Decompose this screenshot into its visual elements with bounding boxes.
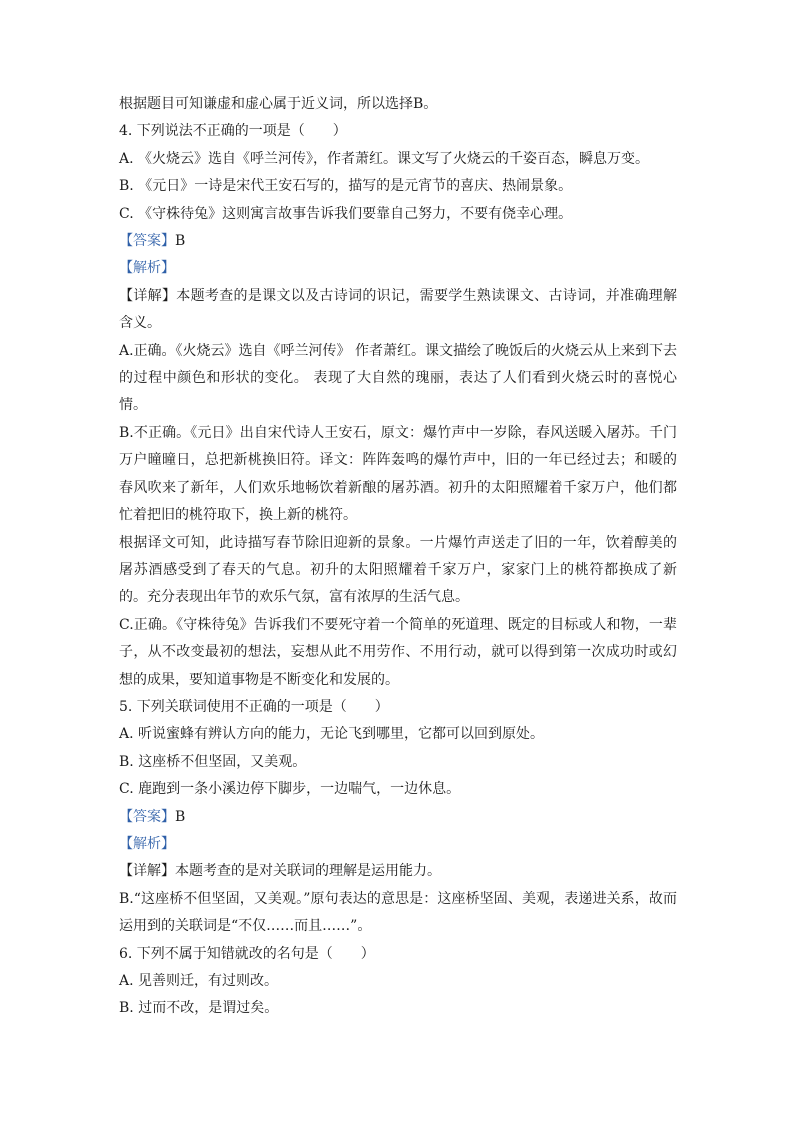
- q4-explain-b: B.不正确。《元日》出自宋代诗人王安石，原文：爆竹声中一岁除，春风送暖入屠苏。千门万户曈曈日，总把新桃换旧符。译文：阵阵轰鸣的爆竹声中，旧的一年已经过去；和暖的春风吹来了新年，人们欢乐地畅饮着新酿的屠苏酒。初升的太阳照耀着千家万户，他们都忙着把旧的桃符取下，换上新的桃符。: [119, 424, 677, 524]
- question-4: 4. 下列说法不正确的一项是（ ）: [119, 123, 347, 140]
- q5-option-c: C. 鹿跑到一条小溪边停下脚步，一边喘气，一边休息。: [119, 781, 461, 798]
- q4-option-b: B. 《元日》一诗是宋代王安石写的，描写的是元宵节的喜庆、热闹景象。: [119, 178, 573, 195]
- q4-detail: [119, 283, 677, 338]
- q5-option-a: A. 听说蜜蜂有辨认方向的能力，无论飞到哪里，它都可以回到原处。: [119, 726, 545, 743]
- text-line: 根据题目可知谦虚和虚心属于近义词，所以选择B。: [119, 96, 438, 112]
- q5-detail: [119, 858, 677, 885]
- q4-explain-c: C.正确。《守株待兔》告诉我们不要死守着一个简单的死道理、既定的目标或人和物，一辈子，从不改变最初的想法，妄想从此不用劳作、不用行动，就可以得到第一次成功时或幻想的成果，要知道事物是不断变化和发展的。: [119, 616, 677, 688]
- answer-value: B: [175, 233, 186, 250]
- q4-option-a: A. 《火烧云》选自《呼兰河传》，作者萧红。课文写了火烧云的千姿百态，瞬息万变。: [119, 150, 650, 167]
- q6-option-a: A. 见善则迁，有过则改。: [119, 973, 279, 989]
- q4-explain-b2: 根据译文可知，此诗描写春节除旧迎新的景象。一片爆竹声送走了旧的一年，饮着醇美的屠苏酒感受到了春天的气息。初升的太阳照耀着千家万户，家家门上的桃符都换成了新的。充分表现出年节的欢乐气氛，富有浓厚的生活气息。: [119, 534, 677, 606]
- q6-option-b: B. 过而不改，是谓过矣。: [119, 1000, 279, 1017]
- detail-text: 本题考查的是课文以及古诗词的识记，需要学生熟读课文、古诗词，并准确理解含义。: [119, 287, 678, 332]
- q5-analysis-heading: [119, 831, 677, 858]
- q5-option-b: B. 这座桥不但坚固，又美观。: [119, 753, 307, 770]
- q5-answer: [119, 804, 677, 831]
- q4-answer: [119, 228, 677, 255]
- detail-text: 本题考查的是对关联词的理解是运用能力。: [175, 863, 441, 880]
- detail-tag: 【详解】: [119, 287, 177, 304]
- detail-tag: 【详解】: [119, 863, 175, 880]
- answer-value: B: [175, 808, 186, 825]
- question-5: 5. 下列关联词使用不正确的一项是（ ）: [119, 698, 389, 715]
- q4-analysis-heading: [119, 255, 677, 282]
- analysis-tag: 【解析】: [119, 835, 175, 852]
- answer-tag: 【答案】: [119, 808, 175, 825]
- q5-explain-b: B.“这座桥不但坚固，又美观。”原句表达的意思是：这座桥坚固、美观，表递进关系，故而运用到的关联词是“不仅……而且……”。: [119, 890, 677, 935]
- question-6: 6. 下列不属于知错就改的名句是（ ）: [119, 945, 375, 962]
- analysis-tag: 【解析】: [119, 260, 175, 277]
- q4-explain-a: A.正确。《火烧云》选自《呼兰河传》 作者萧红。课文描绘了晚饭后的火烧云从上来到下去的过程中颜色和形状的变化。 表现了大自然的瑰丽，表达了人们看到火烧云时的喜悦心情。: [119, 342, 678, 414]
- answer-tag: 【答案】: [119, 233, 175, 250]
- q4-option-c: C. 《守株待兔》这则寓言故事告诉我们要靠自己努力，不要有侥幸心理。: [119, 205, 573, 222]
- document-page: [119, 91, 677, 1023]
